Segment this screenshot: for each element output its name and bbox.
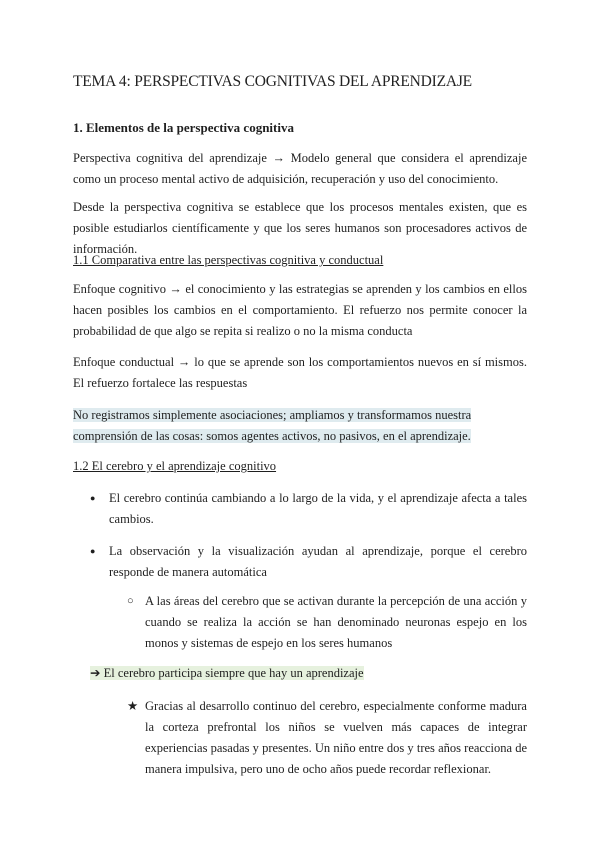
sub-bullet-marker: ○ (127, 595, 134, 607)
star-item: Gracias al desarrollo continuo del cerebro, especialmente conforme madura la corteza prefrontal los niños se vuelven más capaces de integrar experiencias pasadas y presentes. Un niño entre dos y tres años reacciona de manera impulsiva, pero uno de ocho años puede recordar reflexionar. (145, 699, 527, 776)
highlighted-note (73, 405, 527, 447)
sub-bullet-item: A las áreas del cerebro que se activan durante la percepción de una acción y cuando se realiza la acción se han denominado neuronas espejo en los monos y sistemas de espejo en los seres humanos (145, 594, 527, 650)
subsection-heading-1-2: 1.2 El cerebro y el aprendizaje cognitivo (73, 459, 277, 473)
highlight-text: No registramos simplemente asociaciones; ampliamos y transformamos nuestra comprensión de las cosas: somos agentes activos, no pasivos, en el aprendizaje. (73, 408, 472, 443)
arrow-right-icon: ➔ (90, 666, 101, 680)
subsection-heading-1-1: 1.1 Comparativa entre las perspectivas cognitiva y conductual (73, 253, 384, 267)
arrow-item-text: El cerebro participa siempre que hay un aprendizaje (103, 666, 364, 680)
paragraph-behavioral-approach: Enfoque conductual → lo que se aprende son los comportamientos nuevos en sí mismos. El refuerzo fortalece las respuestas (73, 355, 527, 390)
paragraph-cognitive-perspective: Desde la perspectiva cognitiva se establece que los procesos mentales existen, que es posible estudiarlos científicamente y que los seres humanos son procesadores activos de información. (73, 200, 527, 256)
arrow-highlight (90, 666, 364, 680)
star-icon: ★ (127, 699, 139, 713)
paragraph-cognitive-approach: Enfoque cognitivo → el conocimiento y las estrategias se aprenden y los cambios en ellos hacen posibles los cambios en el comportamiento. El refuerzo nos permite conocer la probabilidad de que algo se repita si realizo o no la misma conducta (73, 282, 527, 338)
bullet-marker: ● (90, 493, 96, 503)
arrow-item (90, 663, 364, 684)
paragraph-definition: Perspectiva cognitiva del aprendizaje → Modelo general que considera el aprendizaje como un proceso mental activo de adquisición, recuperación y uso del conocimiento. (73, 151, 527, 186)
bullet-marker: ● (90, 546, 96, 556)
bullet-item: El cerebro continúa cambiando a lo largo de la vida, y el aprendizaje afecta a tales cambios. (109, 491, 527, 526)
bullet-item: La observación y la visualización ayudan al aprendizaje, porque el cerebro responde de manera automática (109, 544, 527, 579)
section-heading-1: 1. Elementos de la perspectiva cognitiva (73, 120, 294, 135)
document-title: TEMA 4: PERSPECTIVAS COGNITIVAS DEL APRENDIZAJE (73, 73, 472, 90)
